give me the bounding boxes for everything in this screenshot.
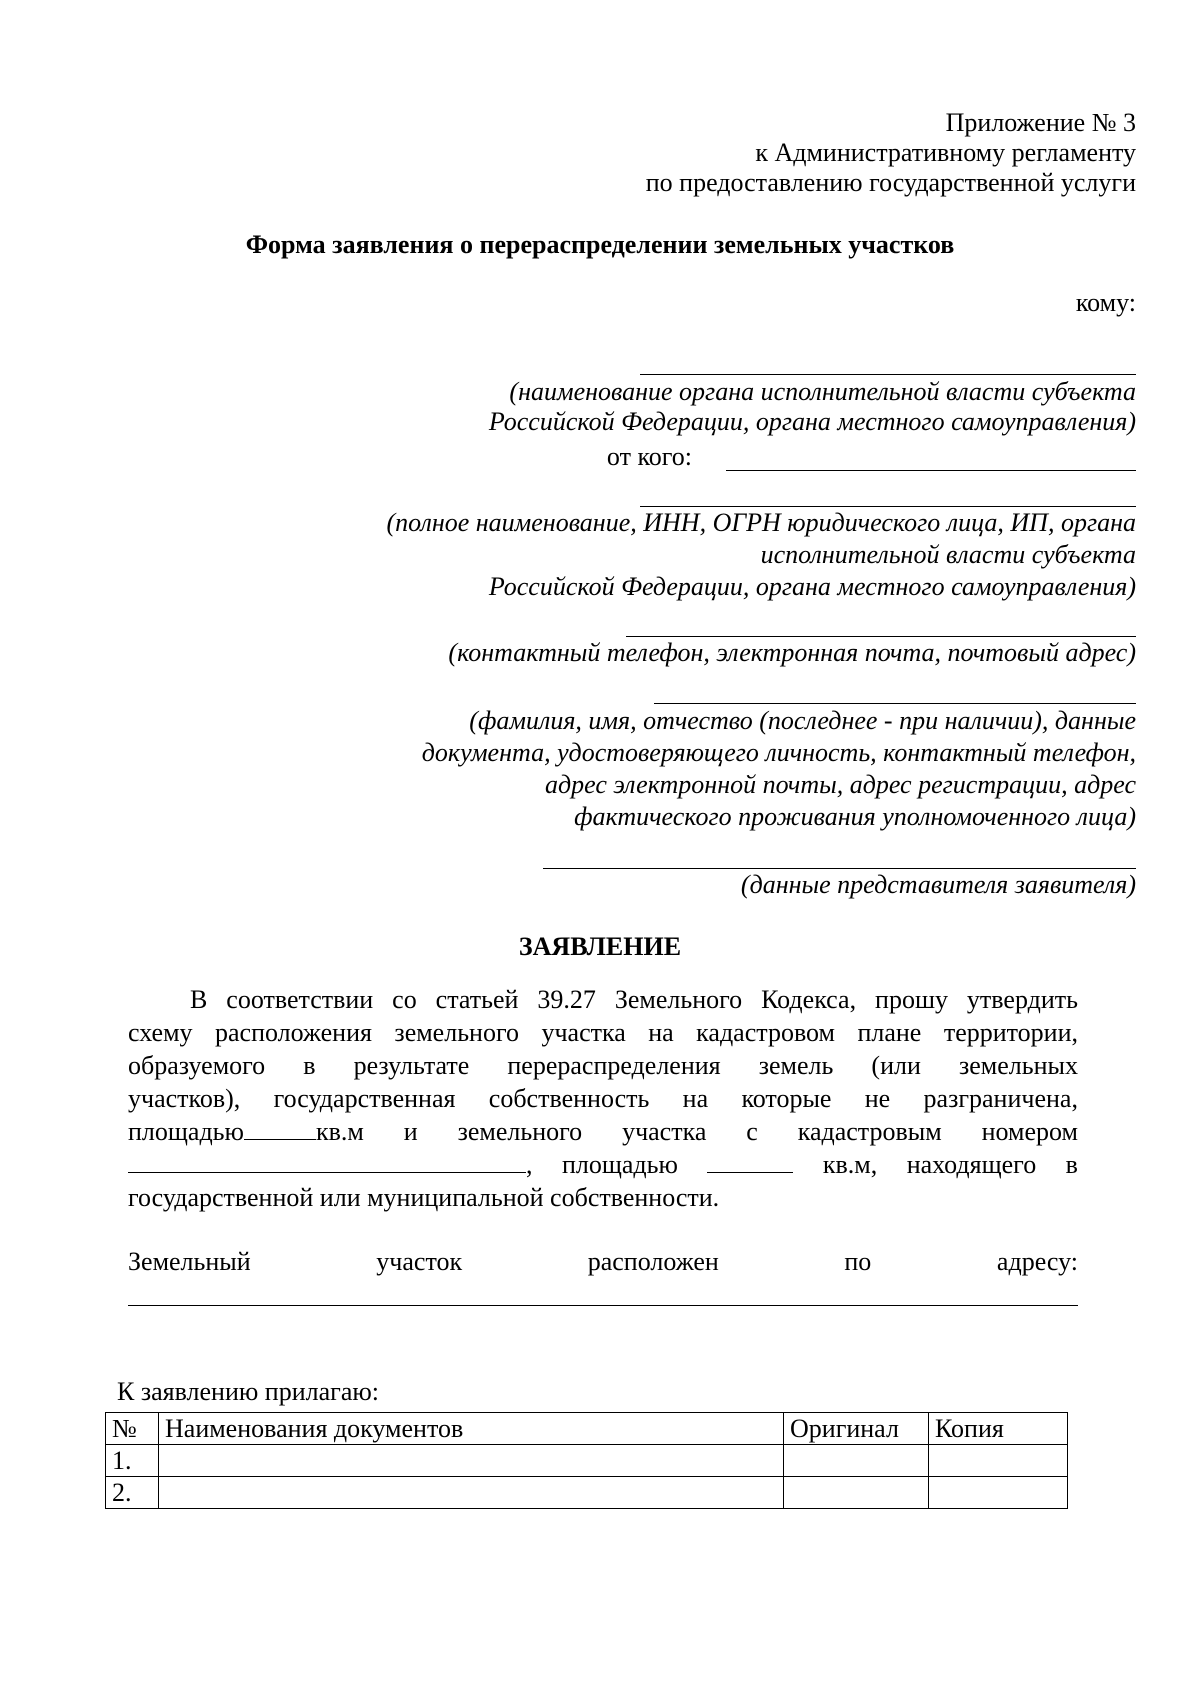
to-label: кому: — [1075, 288, 1136, 317]
from-blank-line[interactable] — [726, 470, 1136, 471]
word: на — [648, 1018, 674, 1047]
word: земельного — [394, 1018, 519, 1047]
word: результате — [353, 1051, 470, 1080]
row-number: 1. — [106, 1445, 159, 1477]
appendix-number: Приложение № 3 — [945, 108, 1136, 137]
document-name-cell[interactable] — [159, 1445, 784, 1477]
word: государственная — [273, 1084, 456, 1113]
to-caption: Российской Федерации, органа местного самоуправления) — [488, 407, 1136, 436]
word: адресу: — [996, 1247, 1078, 1276]
header-document-names: Наименования документов — [159, 1413, 784, 1445]
word: территории, — [943, 1018, 1078, 1047]
word: В — [190, 985, 208, 1014]
person-caption: адрес электронной почты, адрес регистрации, адрес — [544, 770, 1136, 799]
appendix-regulation: к Административному регламенту — [755, 138, 1136, 167]
person-blank-line[interactable] — [654, 703, 1136, 704]
cadastral-number-group — [128, 1150, 533, 1180]
area-field-group — [128, 1117, 364, 1147]
word: участков), — [128, 1084, 241, 1113]
word: площадью — [128, 1117, 244, 1146]
word: Кодекса, — [761, 985, 857, 1014]
statement-line-3 — [128, 1051, 1078, 1081]
copy-cell[interactable] — [929, 1477, 1068, 1509]
word: разграничена, — [923, 1084, 1078, 1113]
statement-line-2 — [128, 1018, 1078, 1048]
person-caption: документа, удостоверяющего личность, контактный телефон, — [421, 738, 1136, 767]
table-row — [106, 1445, 1068, 1477]
to-blank-line[interactable] — [640, 374, 1136, 375]
word: со — [392, 985, 417, 1014]
word: 39.27 — [537, 985, 596, 1014]
table-row — [106, 1477, 1068, 1509]
word: участка — [541, 1018, 626, 1047]
from-label: от кого: — [606, 442, 692, 471]
representative-blank-line[interactable] — [543, 868, 1136, 869]
header-number: № — [106, 1413, 159, 1445]
copy-cell[interactable] — [929, 1445, 1068, 1477]
word: которые — [741, 1084, 832, 1113]
form-title: Форма заявления о перераспределении земельных участков — [245, 230, 955, 259]
to-caption: (наименование органа исполнительной власти субъекта — [509, 377, 1136, 406]
statement-line-7: государственной или муниципальной собственности. — [128, 1183, 720, 1212]
statement-line-1 — [190, 985, 1078, 1015]
word: находящего — [906, 1150, 1037, 1179]
original-cell[interactable] — [784, 1445, 929, 1477]
cadastral-number-blank[interactable] — [128, 1150, 526, 1173]
word: кв.м, — [822, 1150, 878, 1179]
word: соответствии — [226, 985, 374, 1014]
word: расположен — [587, 1247, 719, 1276]
word: статьей — [435, 985, 519, 1014]
word: номером — [981, 1117, 1078, 1146]
attachments-table — [105, 1412, 1068, 1509]
from-caption: (полное наименование, ИНН, ОГРН юридического лица, ИП, органа — [386, 508, 1136, 537]
statement-title: ЗАЯВЛЕНИЕ — [518, 932, 682, 961]
word: схему — [128, 1018, 193, 1047]
contact-blank-line[interactable] — [626, 636, 1136, 637]
person-caption: (фамилия, имя, отчество (последнее - при наличии), данные — [469, 706, 1136, 735]
word: в — [303, 1051, 316, 1080]
area-blank[interactable] — [244, 1117, 316, 1140]
word: кадастровым — [797, 1117, 942, 1146]
from-caption: Российской Федерации, органа местного самоуправления) — [488, 572, 1136, 601]
address-blank-line[interactable] — [128, 1305, 1078, 1306]
row-number: 2. — [106, 1477, 159, 1509]
word: в — [1065, 1150, 1078, 1179]
statement-line-6 — [128, 1150, 1078, 1180]
word: и — [403, 1117, 418, 1146]
word: , — [526, 1150, 533, 1179]
second-area-blank[interactable] — [707, 1150, 793, 1173]
word: кв.м — [315, 1117, 364, 1146]
word: перераспределения — [507, 1051, 721, 1080]
statement-line-5 — [128, 1117, 1078, 1147]
header-copy: Копия — [929, 1413, 1068, 1445]
word: Земельного — [614, 985, 743, 1014]
address-line — [128, 1247, 1078, 1277]
word: собственность — [488, 1084, 650, 1113]
attachments-intro: К заявлению прилагаю: — [117, 1377, 380, 1406]
word: образуемого — [128, 1051, 266, 1080]
word: расположения — [215, 1018, 372, 1047]
header-original: Оригинал — [784, 1413, 929, 1445]
person-caption: фактического проживания уполномоченного лица) — [574, 802, 1136, 831]
word: утвердить — [966, 985, 1078, 1014]
word: (или — [871, 1051, 921, 1080]
statement-line-4 — [128, 1084, 1078, 1114]
word: на — [682, 1084, 709, 1113]
document-name-cell[interactable] — [159, 1477, 784, 1509]
word: участка — [622, 1117, 707, 1146]
word: кадастровом — [696, 1018, 835, 1047]
appendix-service: по предоставлению государственной услуги — [645, 168, 1136, 197]
table-header-row — [106, 1413, 1068, 1445]
word: по — [844, 1247, 872, 1276]
from-caption: исполнительной власти субъекта — [760, 540, 1136, 569]
word: плане — [857, 1018, 922, 1047]
contact-caption: (контактный телефон, электронная почта, почтовый адрес) — [448, 638, 1136, 667]
word: участок — [376, 1247, 463, 1276]
word: земель — [758, 1051, 834, 1080]
word: не — [864, 1084, 891, 1113]
from-blank-line-2[interactable] — [640, 506, 1136, 507]
word: земельного — [457, 1117, 583, 1146]
original-cell[interactable] — [784, 1477, 929, 1509]
representative-caption: (данные представителя заявителя) — [740, 870, 1136, 899]
word: земельных — [958, 1051, 1078, 1080]
word: Земельный — [128, 1247, 251, 1276]
word: с — [746, 1117, 758, 1146]
word: прошу — [875, 985, 948, 1014]
word: площадью — [561, 1150, 678, 1179]
